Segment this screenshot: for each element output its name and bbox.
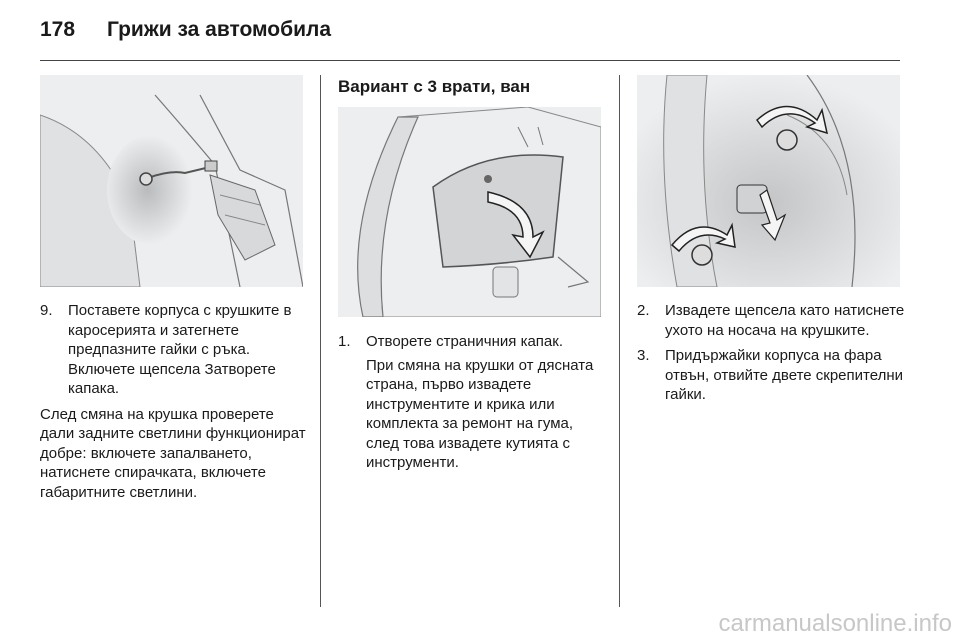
illustration-side-cover — [338, 107, 601, 317]
right-side-note: При смяна на крушки от дясната страна, първо извадете инструментите и крика или комплекта за ремонт на гума, след това извадете кутията с инструменти. — [366, 356, 594, 471]
step-number: 1. — [338, 333, 351, 350]
section-heading: Вариант с 3 врати, ван — [338, 77, 531, 96]
step-number: 3. — [637, 347, 650, 364]
col2-text — [338, 332, 610, 473]
step-number: 2. — [637, 302, 650, 319]
step-text: Придържайки корпуса на фара отвън, отвийте двете скрепителни гайки. — [665, 347, 903, 403]
step-number: 9. — [40, 302, 53, 319]
instruction-step-2 — [637, 301, 905, 340]
illustration-lamp-nuts — [637, 75, 900, 287]
watermark: carmanualsonline.info — [718, 610, 952, 637]
instruction-step-3 — [637, 346, 905, 405]
col3-text — [637, 301, 905, 405]
page-number: 178 — [40, 18, 76, 41]
step-text: Поставете корпуса с крушките в каросерията и затегнете предпазните гайки с ръка. Включете щепсела Затворете капака. — [68, 302, 292, 397]
col1-text — [40, 301, 308, 502]
instruction-step-9 — [40, 301, 308, 399]
column-divider-1 — [320, 75, 321, 607]
header-rule — [40, 60, 900, 61]
column-divider-2 — [619, 75, 620, 607]
step-text: Извадете щепсела като натиснете ухото на носача на крушките. — [665, 302, 905, 339]
chapter-title: Грижи за автомобила — [107, 18, 332, 41]
illustration-lamp-housing-fitting — [40, 75, 303, 287]
step-text: Отворете страничния капак. — [366, 333, 563, 350]
after-replacement-paragraph: След смяна на крушка проверете дали задните светлини функционират добре: включете запалването, натиснете спирачката, включете габаритните светлини. — [40, 405, 306, 501]
instruction-step-1 — [338, 332, 610, 352]
